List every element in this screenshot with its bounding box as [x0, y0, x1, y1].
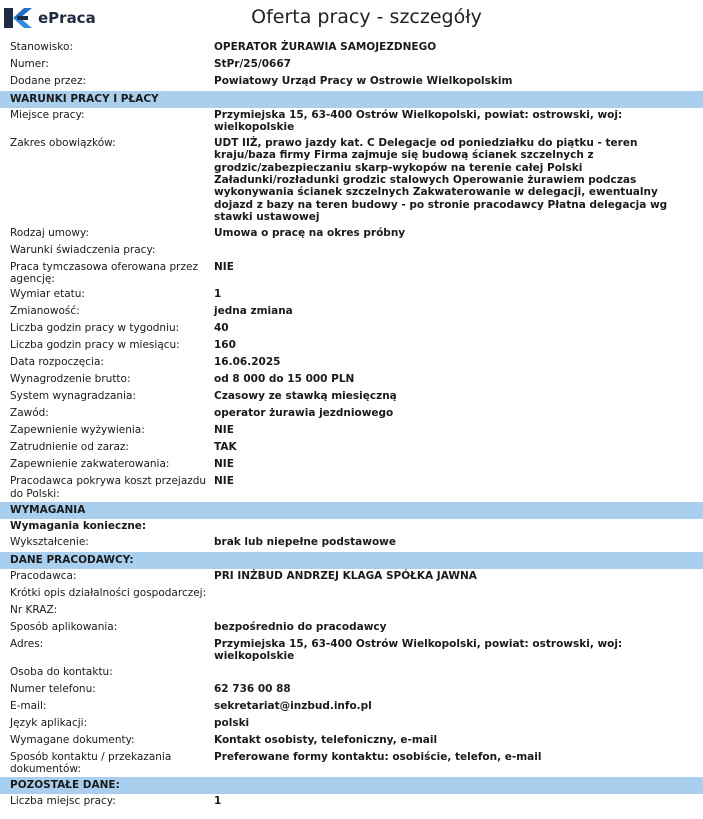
field-label: Wymiar etatu:: [10, 288, 85, 301]
field-value: Powiatowy Urząd Pracy w Ostrowie Wielkopolskim: [214, 75, 513, 87]
field-value: NIE: [214, 424, 234, 437]
field-row-stanowisko: [0, 40, 703, 57]
field-label: Zapewnienie wyżywienia:: [10, 424, 145, 437]
subsection-heading: [0, 519, 703, 534]
field-row: [0, 733, 703, 750]
field-row: [0, 423, 703, 440]
offer-details-table: [0, 40, 703, 811]
field-value: polski: [214, 716, 250, 729]
field-row: [0, 338, 703, 355]
field-label: Liczba godzin pracy w miesiącu:: [10, 339, 180, 352]
field-label: Osoba do kontaktu:: [10, 665, 113, 678]
section-header-pozostale: [0, 777, 703, 794]
field-row: [0, 569, 703, 586]
field-row: [0, 535, 703, 552]
field-label: Praca tymczasowa oferowana przez agencję:: [10, 260, 198, 286]
field-row: [0, 699, 703, 716]
field-label: Wynagrodzenie brutto:: [10, 373, 131, 386]
field-value: bezpośrednio do pracodawcy: [214, 620, 387, 633]
field-row: [0, 440, 703, 457]
field-value: od 8 000 do 15 000 PLN: [214, 373, 355, 386]
field-value: Czasowy ze stawką miesięczną: [214, 390, 397, 403]
field-value: 16.06.2025: [214, 356, 281, 369]
section-header-wymagania: [0, 502, 703, 519]
logo-text: ePraca: [38, 9, 96, 27]
field-label: Zawód:: [10, 407, 49, 420]
field-value: 1: [214, 795, 222, 808]
field-value: PRI INŻBUD ANDRZEJ KLAGA SPÓŁKA JAWNA: [214, 569, 477, 582]
field-value: Umowa o pracę na okres próbny: [214, 226, 406, 239]
field-label: Wykształcenie:: [10, 535, 89, 548]
field-value: Kontakt osobisty, telefoniczny, e-mail: [214, 733, 438, 746]
field-label: Rodzaj umowy:: [10, 226, 89, 239]
field-label: Dodane przez:: [10, 75, 87, 87]
section-title: WARUNKI PRACY I PŁACY: [0, 91, 703, 108]
field-label: Zapewnienie zakwaterowania:: [10, 458, 170, 471]
field-row: [0, 682, 703, 699]
field-value: Przymiejska 15, 63-400 Ostrów Wielkopolski, powiat: ostrowski, woj: wielkopolskie: [214, 637, 623, 663]
field-label: E-mail:: [10, 699, 47, 712]
field-value: [214, 586, 703, 603]
field-label: Zakres obowiązków:: [10, 136, 116, 149]
field-row: [0, 637, 703, 665]
field-row: [0, 665, 703, 682]
field-value: NIE: [214, 260, 234, 273]
field-row: [0, 620, 703, 637]
field-row: [0, 586, 703, 603]
section-title: POZOSTAŁE DANE:: [0, 777, 703, 794]
field-value: operator żurawia jezdniowego: [214, 407, 394, 420]
field-row: [0, 603, 703, 620]
field-label: Warunki świadczenia pracy:: [10, 243, 156, 256]
field-label: Nr KRAZ:: [10, 603, 58, 616]
field-value: 1: [214, 288, 222, 301]
field-label: Liczba godzin pracy w tygodniu:: [10, 322, 180, 335]
field-row: [0, 716, 703, 733]
field-row: [0, 355, 703, 372]
field-row: [0, 287, 703, 304]
page-title: Oferta pracy - szczegóły: [251, 6, 482, 28]
section-title: DANE PRACODAWCY:: [0, 552, 703, 569]
field-value: [214, 243, 703, 260]
field-row: [0, 260, 703, 288]
field-label: Numer telefonu:: [10, 682, 96, 695]
field-row: [0, 406, 703, 423]
field-label: Sposób aplikowania:: [10, 620, 118, 633]
field-label: Krótki opis działalności gospodarczej:: [10, 586, 207, 599]
field-label: Miejsce pracy:: [10, 109, 85, 121]
field-label: Stanowisko:: [10, 41, 73, 53]
field-row: [0, 372, 703, 389]
field-label: System wynagradzania:: [10, 390, 136, 403]
field-value: sekretariat@inzbud.info.pl: [214, 699, 372, 712]
field-row-dodane-przez: [0, 74, 703, 91]
field-value: OPERATOR ŻURAWIA SAMOJEZDNEGO: [214, 41, 437, 53]
field-value: 62 736 00 88: [214, 682, 291, 695]
field-label: Numer:: [10, 58, 49, 70]
field-label: Data rozpoczęcia:: [10, 356, 104, 369]
field-value: 40: [214, 322, 229, 335]
section-title: WYMAGANIA: [0, 502, 703, 519]
field-label: Zmianowość:: [10, 305, 80, 318]
field-value: Preferowane formy kontaktu: osobiście, telefon, e-mail: [214, 750, 542, 763]
field-row: [0, 108, 703, 136]
section-header-warunki: [0, 91, 703, 108]
field-label: Liczba miejsc pracy:: [10, 795, 116, 808]
field-value: [214, 665, 703, 682]
field-value: [214, 603, 703, 620]
field-row: [0, 136, 703, 226]
field-value: TAK: [214, 441, 237, 454]
field-value: jedna zmiana: [214, 305, 293, 318]
field-label: Pracodawca:: [10, 569, 77, 582]
field-row: [0, 474, 703, 502]
field-row: [0, 794, 703, 811]
field-row-numer: [0, 57, 703, 74]
field-label: Zatrudnienie od zaraz:: [10, 441, 129, 454]
field-row: [0, 457, 703, 474]
page-header: [0, 0, 703, 36]
field-value: NIE: [214, 458, 234, 471]
field-value: UDT IIŻ, prawo jazdy kat. C Delegacje od poniedziałku do piątku - teren kraju/baza firmy Firma zajmuje się budową ścianek szczelnych z grodzic/zabezpieczaniu skarp-wykopów na terenie całej Polski Załadunki/rozładunki grodzic stalowych Operowanie żurawiem podczas wykonywania ścianek szczelnych Zakwaterowanie w delegacji, ewentualny dojazd z bazy na teren budowy - po stronie pracodawcy Płatna delegacja wg stawki ustawowej: [214, 136, 668, 224]
field-label: Język aplikacji:: [10, 716, 88, 729]
subsection-title: Wymagania konieczne:: [10, 520, 147, 533]
field-value: 160: [214, 339, 236, 352]
field-label: Sposób kontaktu / przekazania dokumentów:: [10, 750, 172, 775]
field-value: StPr/25/0667: [214, 58, 291, 70]
field-row: [0, 321, 703, 338]
field-row: [0, 304, 703, 321]
section-header-pracodawca: [0, 552, 703, 569]
field-row: [0, 243, 703, 260]
field-label: Adres:: [10, 637, 44, 650]
field-row: [0, 226, 703, 243]
field-row: [0, 389, 703, 406]
field-value: Przymiejska 15, 63-400 Ostrów Wielkopolski, powiat: ostrowski, woj: wielkopolskie: [214, 109, 623, 134]
field-label: Wymagane dokumenty:: [10, 733, 135, 746]
field-value: brak lub niepełne podstawowe: [214, 535, 396, 548]
field-row: [0, 750, 703, 778]
field-label: Pracodawca pokrywa koszt przejazdu do Polski:: [10, 475, 207, 500]
field-value: NIE: [214, 475, 234, 488]
